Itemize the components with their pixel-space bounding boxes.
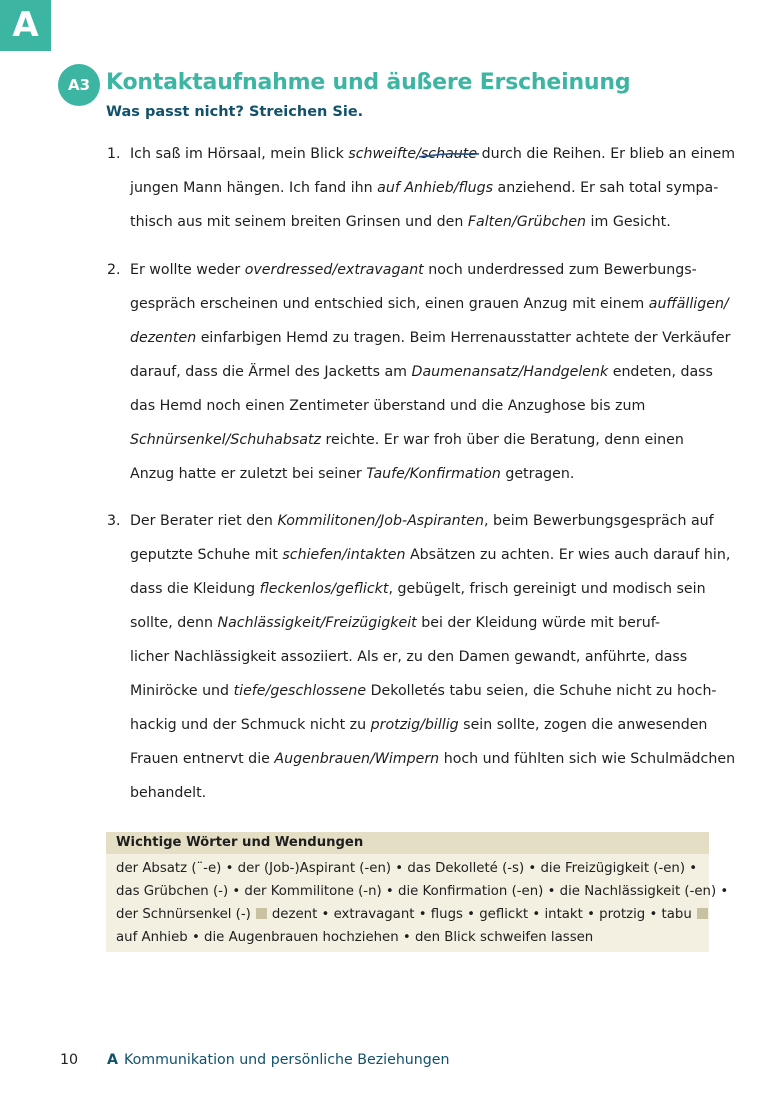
text-run: , gebügelt, frisch gereinigt und modisch sein: [388, 581, 706, 597]
exercise-line: [130, 423, 684, 457]
vocabulary-text: das Grübchen (-) • der Kommilitone (-n) • die Konfirmation (-en) • die Nachlässigkeit (-en) •: [116, 884, 729, 899]
exercise-line: [130, 504, 714, 538]
text-run: thisch aus mit seinem breiten Grinsen und den: [130, 214, 468, 230]
text-run: dass die Kleidung: [130, 581, 260, 597]
separator-square-icon: [256, 908, 267, 919]
text-run: bei der Kleidung würde mit beruf-: [416, 615, 661, 631]
text-run: hackig und der Schmuck nicht zu: [130, 717, 371, 733]
word-choice[interactable]: Daumenansatz/Handgelenk: [411, 364, 609, 380]
strikethrough-mark: [419, 152, 479, 158]
exercise-badge: A3: [58, 64, 100, 106]
exercise-line: [130, 742, 735, 776]
exercise-line: [130, 708, 707, 742]
vocabulary-heading: Wichtige Wörter und Wendungen: [106, 832, 709, 854]
word-choice[interactable]: Schnürsenkel/Schuhabsatz: [130, 432, 321, 448]
word-choice[interactable]: fleckenlos/geflickt: [259, 581, 389, 597]
text-run: geputzte Schuhe mit: [130, 547, 283, 563]
exercise-line: [130, 253, 697, 287]
exercise-line: [130, 389, 645, 423]
exercise-number: 2.: [107, 262, 121, 278]
text-run: Anzug hatte er zuletzt bei seiner: [130, 466, 367, 482]
text-run: Der Berater riet den: [130, 513, 278, 529]
exercise-line: [130, 205, 671, 239]
text-run: sein sollte, zogen die anwesenden: [458, 717, 708, 733]
vocabulary-text: der Schnürsenkel (-): [116, 907, 251, 922]
text-run: gespräch erscheinen und entschied sich, einen grauen Anzug mit einem: [130, 296, 649, 312]
exercise-line: [130, 572, 706, 606]
vocabulary-line: [116, 903, 699, 926]
word-choice[interactable]: protzig/billig: [370, 717, 459, 733]
separator-square-icon: [697, 908, 708, 919]
vocabulary-text: auf Anhieb • die Augenbrauen hochziehen • den Blick schweifen lassen: [116, 930, 594, 945]
word-choice[interactable]: Nachlässigkeit/Freizügigkeit: [217, 615, 417, 631]
text-run: reichte. Er war froh über die Beratung, denn einen: [320, 432, 684, 448]
exercise-line: [130, 776, 206, 810]
text-run: , beim Bewerbungsgespräch auf: [483, 513, 714, 529]
exercise-number: 3.: [107, 513, 121, 529]
vocabulary-text: der Absatz (¨-e) • der (Job-)Aspirant (-en) • das Dekolleté (-s) • die Freizügigkeit (-en) •: [116, 861, 698, 876]
text-run: getragen.: [500, 466, 575, 482]
exercise-line: [130, 538, 730, 572]
exercise-line: [130, 355, 713, 389]
word-choice[interactable]: schweifte/: [348, 146, 421, 162]
text-run: Absätzen zu achten. Er wies auch darauf hin,: [405, 547, 731, 563]
text-run: hoch und fühlten sich wie Schulmädchen: [439, 751, 736, 767]
exercise-line: [130, 606, 660, 640]
text-run: das Hemd noch einen Zentimeter überstand und die Anzughose bis zum: [130, 398, 646, 414]
exercise-title: Kontaktaufnahme und äußere Erscheinung: [106, 70, 631, 95]
text-run: anziehend. Er sah total sympa-: [493, 180, 719, 196]
word-choice[interactable]: auf Anhieb/flugs: [377, 180, 494, 196]
text-run: darauf, dass die Ärmel des Jacketts am: [130, 364, 412, 380]
text-run: noch underdressed zum Bewerbungs-: [423, 262, 697, 278]
text-run: licher Nachlässigkeit assoziiert. Als er, zu den Damen gewandt, anführte, dass: [130, 649, 688, 665]
exercise-line: [130, 171, 718, 205]
word-choice[interactable]: Augenbrauen/Wimpern: [274, 751, 440, 767]
footer-chapter-title: Kommunikation und persönliche Beziehungen: [124, 1052, 450, 1068]
text-run: Er wollte weder: [130, 262, 245, 278]
text-run: sollte, denn: [130, 615, 218, 631]
section-tab: A: [0, 0, 51, 51]
exercise-line: [130, 321, 731, 355]
exercise-line: [130, 640, 687, 674]
page-number: 10: [60, 1052, 79, 1068]
exercise-line: [130, 457, 574, 491]
exercise-instruction: Was passt nicht? Streichen Sie.: [106, 104, 364, 120]
vocabulary-text: dezent • extravagant • flugs • geflickt • intakt • protzig • tabu: [271, 907, 692, 922]
word-choice[interactable]: Kommilitonen/Job-Aspiranten: [277, 513, 484, 529]
text-run: Frauen entnervt die: [130, 751, 275, 767]
word-choice[interactable]: dezenten: [130, 330, 197, 346]
vocabulary-list: [106, 854, 729, 952]
exercise-line: [130, 287, 729, 321]
text-run: Miniröcke und: [130, 683, 234, 699]
text-run: durch die Reihen. Er blieb an einem: [477, 146, 736, 162]
page-footer: [60, 1050, 450, 1070]
word-choice[interactable]: Taufe/Konfirmation: [366, 466, 501, 482]
exercise-line: [130, 137, 735, 171]
vocabulary-line: [116, 880, 729, 903]
footer-section-letter: A: [107, 1052, 118, 1068]
vocabulary-box: [106, 832, 729, 952]
word-choice[interactable]: Falten/Grübchen: [467, 214, 587, 230]
word-choice[interactable]: overdressed/extravagant: [244, 262, 424, 278]
exercise-number: 1.: [107, 146, 121, 162]
text-run: jungen Mann hängen. Ich fand ihn: [130, 180, 378, 196]
word-choice[interactable]: auffälligen/: [648, 296, 729, 312]
vocabulary-line: [116, 857, 699, 880]
word-choice[interactable]: schiefen/intakten: [282, 547, 406, 563]
text-run: im Gesicht.: [586, 214, 671, 230]
vocabulary-line: [116, 926, 699, 949]
word-choice[interactable]: tiefe/geschlossene: [233, 683, 367, 699]
exercise-line: [130, 674, 717, 708]
text-run: Dekolletés tabu seien, die Schuhe nicht zu hoch-: [366, 683, 717, 699]
text-run: Ich saß im Hörsaal, mein Blick: [130, 146, 349, 162]
text-run: endeten, dass: [608, 364, 713, 380]
text-run: behandelt.: [130, 785, 207, 801]
struck-word-choice[interactable]: schaute: [420, 146, 478, 162]
text-run: einfarbigen Hemd zu tragen. Beim Herrenausstatter achtete der Verkäufer: [196, 330, 731, 346]
